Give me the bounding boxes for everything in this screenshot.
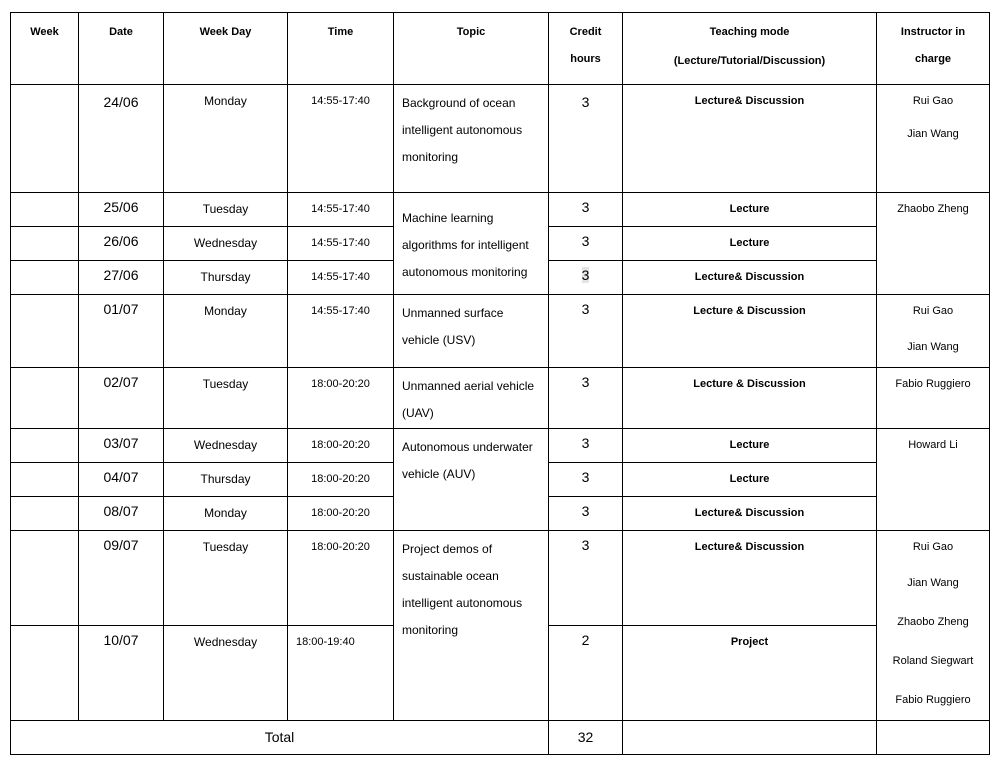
mode-cell: Lecture	[623, 227, 877, 261]
instructor-cell: Zhaobo Zheng	[877, 193, 990, 295]
topic-cell: Unmanned aerial vehicle (UAV)	[394, 368, 549, 429]
total-label: Total	[11, 721, 549, 755]
week-cell	[11, 261, 79, 295]
mode-cell: Lecture& Discussion	[623, 531, 877, 626]
header-teaching-mode: Teaching mode (Lecture/Tutorial/Discussion)	[623, 13, 877, 85]
mode-cell: Lecture& Discussion	[623, 497, 877, 531]
header-instructor: Instructor in charge	[877, 13, 990, 85]
week-cell	[11, 531, 79, 626]
topic-cell: Machine learning algorithms for intelligent autonomous monitoring	[394, 193, 549, 295]
weekday-cell: Monday	[164, 85, 288, 193]
date-cell: 01/07	[79, 295, 164, 368]
topic-cell: Autonomous underwater vehicle (AUV)	[394, 429, 549, 531]
header-row	[11, 13, 990, 85]
instructor-cell: Rui Gao Jian Wang Zhaobo Zheng Roland Siegwart Fabio Ruggiero	[877, 531, 990, 721]
weekday-cell: Wednesday	[164, 227, 288, 261]
credit-cell	[549, 261, 623, 295]
total-row	[11, 721, 990, 755]
header-weekday: Week Day	[164, 13, 288, 85]
week-cell	[11, 85, 79, 193]
date-cell: 08/07	[79, 497, 164, 531]
instructor-cell: Rui Gao Jian Wang	[877, 85, 990, 193]
week-cell	[11, 295, 79, 368]
week-cell	[11, 227, 79, 261]
mode-cell: Lecture& Discussion	[623, 85, 877, 193]
table-row	[11, 368, 990, 429]
credit-cell: 3	[549, 463, 623, 497]
instructor-cell: Howard Li	[877, 429, 990, 531]
time-cell: 18:00-20:20	[288, 531, 394, 626]
credit-cell: 3	[549, 531, 623, 626]
weekday-cell: Wednesday	[164, 626, 288, 721]
total-mode-cell	[623, 721, 877, 755]
instructor-cell: Rui Gao Jian Wang	[877, 295, 990, 368]
header-time: Time	[288, 13, 394, 85]
week-cell	[11, 429, 79, 463]
week-cell	[11, 368, 79, 429]
time-cell: 14:55-17:40	[288, 85, 394, 193]
date-cell: 03/07	[79, 429, 164, 463]
credit-cell: 2	[549, 626, 623, 721]
credit-cell: 3	[549, 85, 623, 193]
credit-cell: 3	[549, 227, 623, 261]
table-row	[11, 295, 990, 368]
mode-cell: Lecture& Discussion	[623, 261, 877, 295]
table-row	[11, 193, 990, 227]
weekday-cell: Tuesday	[164, 531, 288, 626]
total-instructor-cell	[877, 721, 990, 755]
schedule-table	[10, 12, 990, 755]
header-topic: Topic	[394, 13, 549, 85]
week-cell	[11, 497, 79, 531]
date-cell: 26/06	[79, 227, 164, 261]
date-cell: 04/07	[79, 463, 164, 497]
mode-cell: Lecture	[623, 193, 877, 227]
weekday-cell: Monday	[164, 295, 288, 368]
time-cell: 14:55-17:40	[288, 193, 394, 227]
credit-cell: 3	[549, 368, 623, 429]
mode-cell: Lecture & Discussion	[623, 295, 877, 368]
credit-cell: 3	[549, 295, 623, 368]
weekday-cell: Thursday	[164, 261, 288, 295]
week-cell	[11, 626, 79, 721]
credit-cell: 3	[549, 193, 623, 227]
header-credit-hours: Credit hours	[549, 13, 623, 85]
week-cell	[11, 463, 79, 497]
topic-cell: Background of ocean intelligent autonomous monitoring	[394, 85, 549, 193]
mode-cell: Lecture & Discussion	[623, 368, 877, 429]
time-cell: 18:00-20:20	[288, 463, 394, 497]
time-cell: 14:55-17:40	[288, 261, 394, 295]
weekday-cell: Monday	[164, 497, 288, 531]
selected-credit-value: 3	[581, 267, 590, 283]
credit-cell: 3	[549, 497, 623, 531]
mode-cell: Lecture	[623, 463, 877, 497]
topic-cell: Project demos of sustainable ocean intelligent autonomous monitoring	[394, 531, 549, 721]
weekday-cell: Wednesday	[164, 429, 288, 463]
date-cell: 24/06	[79, 85, 164, 193]
time-cell: 18:00-20:20	[288, 429, 394, 463]
credit-cell: 3	[549, 429, 623, 463]
table-row	[11, 85, 990, 193]
week-cell	[11, 193, 79, 227]
date-cell: 25/06	[79, 193, 164, 227]
table-row	[11, 429, 990, 463]
date-cell: 10/07	[79, 626, 164, 721]
topic-cell: Unmanned surface vehicle (USV)	[394, 295, 549, 368]
time-cell: 14:55-17:40	[288, 227, 394, 261]
mode-cell: Lecture	[623, 429, 877, 463]
weekday-cell: Tuesday	[164, 368, 288, 429]
header-week: Week	[11, 13, 79, 85]
total-value: 32	[549, 721, 623, 755]
time-cell: 14:55-17:40	[288, 295, 394, 368]
mode-cell: Project	[623, 626, 877, 721]
table-row	[11, 531, 990, 626]
date-cell: 09/07	[79, 531, 164, 626]
time-cell: 18:00-20:20	[288, 497, 394, 531]
date-cell: 27/06	[79, 261, 164, 295]
time-cell: 18:00-19:40	[288, 626, 394, 721]
instructor-cell: Fabio Ruggiero	[877, 368, 990, 429]
header-date: Date	[79, 13, 164, 85]
weekday-cell: Thursday	[164, 463, 288, 497]
time-cell: 18:00-20:20	[288, 368, 394, 429]
date-cell: 02/07	[79, 368, 164, 429]
weekday-cell: Tuesday	[164, 193, 288, 227]
